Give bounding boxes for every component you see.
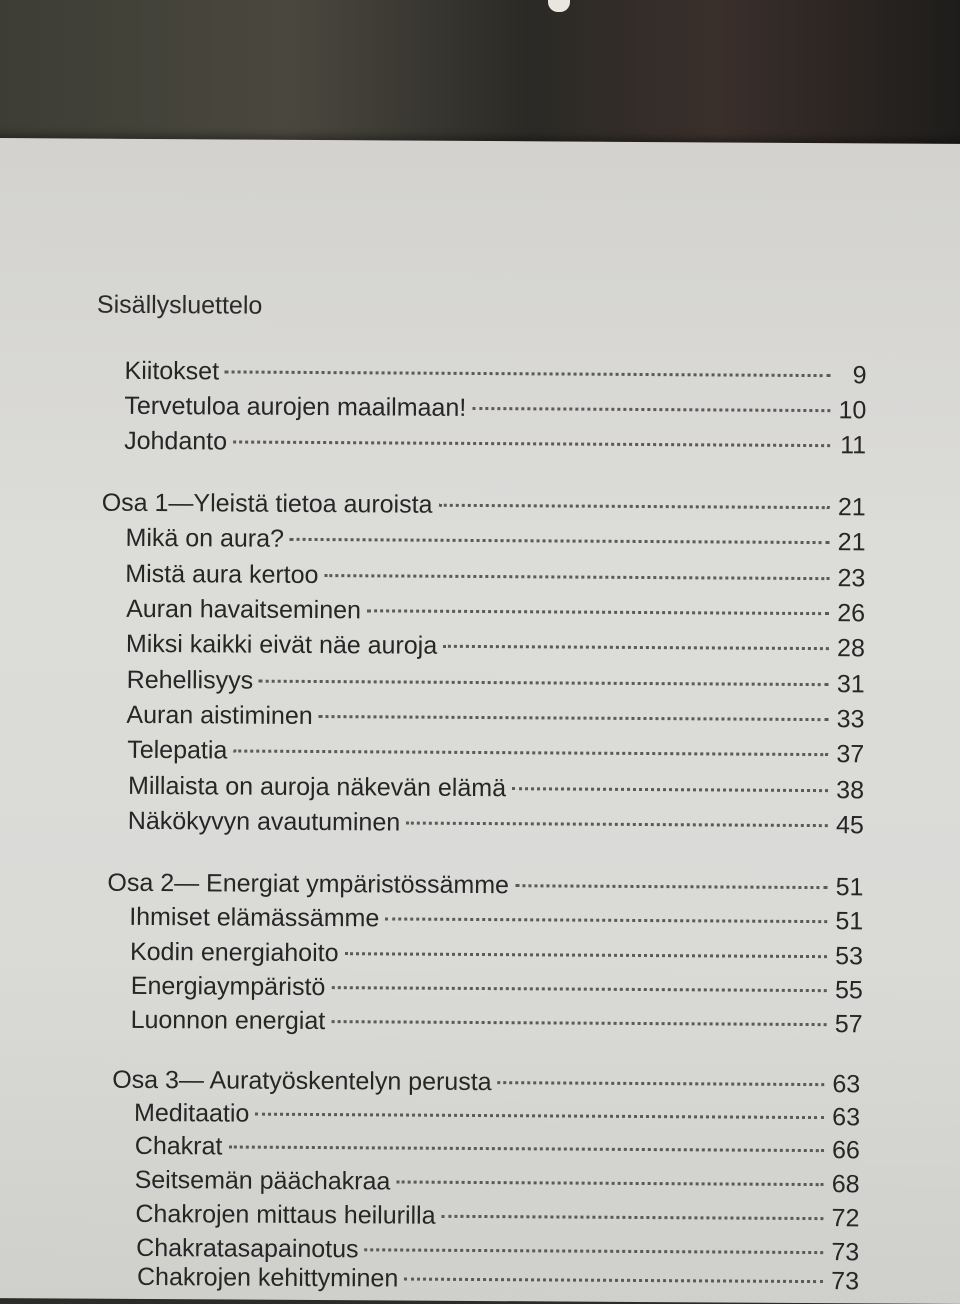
toc-entry-label: Kiitokset [124,356,220,386]
dot-leader [345,952,828,958]
toc-entry-page-number: 23 [837,564,866,593]
toc-entry [134,1099,860,1132]
toc-entry-label: Mistä aura kertoo [125,559,319,590]
dot-leader [324,574,829,580]
toc-entry-page-number: 10 [838,396,867,425]
toc-entry-label: Näkökyvyn avautuminen [127,806,401,837]
toc-entry [131,1006,863,1039]
toc-entry-label: Meditaatio [133,1098,250,1128]
dot-leader [438,504,829,509]
toc-entry-page-number: 63 [832,1070,861,1099]
dot-leader [319,715,829,721]
toc-entry [107,869,863,903]
toc-entry-label: Telepatia [127,735,228,765]
toc-entry-page-number: 51 [835,873,864,902]
toc-entry [125,524,865,558]
dot-leader [498,1081,825,1086]
dot-leader [233,749,828,756]
toc-entry-page-number: 73 [831,1238,860,1267]
toc-entry-label: Johdanto [124,426,228,456]
dot-leader [442,1215,824,1220]
toc-entry-label: Osa 2— Energiat ympäristössämme [107,868,510,900]
dot-leader [331,986,826,992]
toc-entry [131,972,863,1005]
dot-leader [225,370,831,377]
toc-entry-label: Chakrat [134,1131,223,1161]
toc-entry [112,1066,860,1100]
dot-leader [228,1145,823,1152]
toc-entry-label: Chakrojen mittaus heilurilla [135,1199,436,1230]
toc-entry-label: Rehellisyys [126,665,254,695]
dot-leader [290,538,830,544]
toc-entry-label: Energiaympäristö [130,971,326,1002]
toc-entry [124,427,866,461]
toc-entry-page-number: 72 [831,1204,860,1233]
toc-entry [127,666,865,700]
dot-leader [443,645,829,650]
toc-entry-page-number: 55 [834,976,863,1005]
toc-entry-page-number: 21 [837,528,866,557]
toc-entry-page-number: 51 [835,907,864,936]
toc-entry-page-number: 33 [836,705,865,734]
toc-entry-label: Luonnon energiat [130,1005,326,1036]
toc-entry-label: Chakratasapainotus [136,1233,359,1264]
toc-entry-label: Ihmiset elämässämme [129,902,380,933]
toc-entry-label: Auran havaitseminen [126,594,362,625]
toc-entry-label: Kodin energiahoito [129,937,339,968]
toc-entry [124,392,866,426]
toc-entry-label: Tervetuloa aurojen maailmaan! [124,391,467,422]
toc-entry-page-number: 38 [836,776,865,805]
photo-background [0,0,960,150]
toc-entry-page-number: 57 [834,1010,863,1039]
dot-leader [259,680,829,686]
toc-entry [126,630,865,664]
toc-entry-page-number: 31 [836,670,865,699]
toc-entry-page-number: 66 [831,1136,860,1165]
dot-leader [396,1181,823,1187]
toc-entry-page-number: 63 [832,1103,861,1132]
toc-entry-page-number: 28 [837,634,865,663]
toc-entry-page-number: 9 [852,361,867,390]
dot-leader [255,1113,824,1119]
toc-entry-page-number: 73 [831,1267,860,1296]
toc-entry-page-number: 11 [840,431,867,460]
toc-entry-label: Seitsemän päächakraa [134,1165,391,1196]
toc-entry [136,1234,859,1267]
dot-leader [512,787,828,792]
toc-entry-page-number: 53 [835,942,864,971]
toc-entry [135,1132,860,1165]
toc-entry-label: Auran aistiminen [126,700,313,730]
toc-entry-label: Millaista on auroja näkevän elämä [127,771,507,803]
dot-leader [406,822,828,828]
toc-entry [127,736,864,770]
dot-leader [404,1278,823,1284]
toc-entry [135,1200,859,1233]
background-highlight [548,0,570,12]
toc-entry [126,701,864,735]
book-page [0,138,960,1304]
toc-entry-label: Miksi kaikki eivät näe auroja [125,629,438,660]
toc-entry [125,560,865,594]
toc-entry-page-number: 68 [831,1170,860,1199]
toc-entry [130,938,863,971]
toc-entry-page-number: 21 [837,493,866,522]
dot-leader [331,1020,826,1026]
toc-entry-page-number: 26 [837,599,866,628]
dot-leader [515,884,827,889]
toc-entry [129,903,863,936]
toc-entry [126,595,865,629]
toc-entry-label: Osa 1—Yleistä tietoa auroista [101,488,433,519]
toc-entry-label: Mikä on aura? [125,523,285,553]
dot-leader [367,609,829,615]
toc-entry-page-number: 45 [835,811,864,840]
page-title: Sisällysluettelo [96,290,263,320]
dot-leader [365,1248,824,1254]
toc-entry [124,357,866,391]
toc-entry [102,489,866,523]
toc-entry-label: Chakrojen kehittyminen [136,1262,399,1293]
dot-leader [472,407,830,412]
toc-entry-label: Osa 3— Auratyöskentelyn perusta [112,1065,492,1097]
toc-entry-page-number: 37 [836,740,865,769]
toc-entry [128,807,864,840]
toc-entry [135,1166,860,1199]
toc-entry [128,772,864,805]
dot-leader [233,440,830,447]
dot-leader [385,917,827,923]
